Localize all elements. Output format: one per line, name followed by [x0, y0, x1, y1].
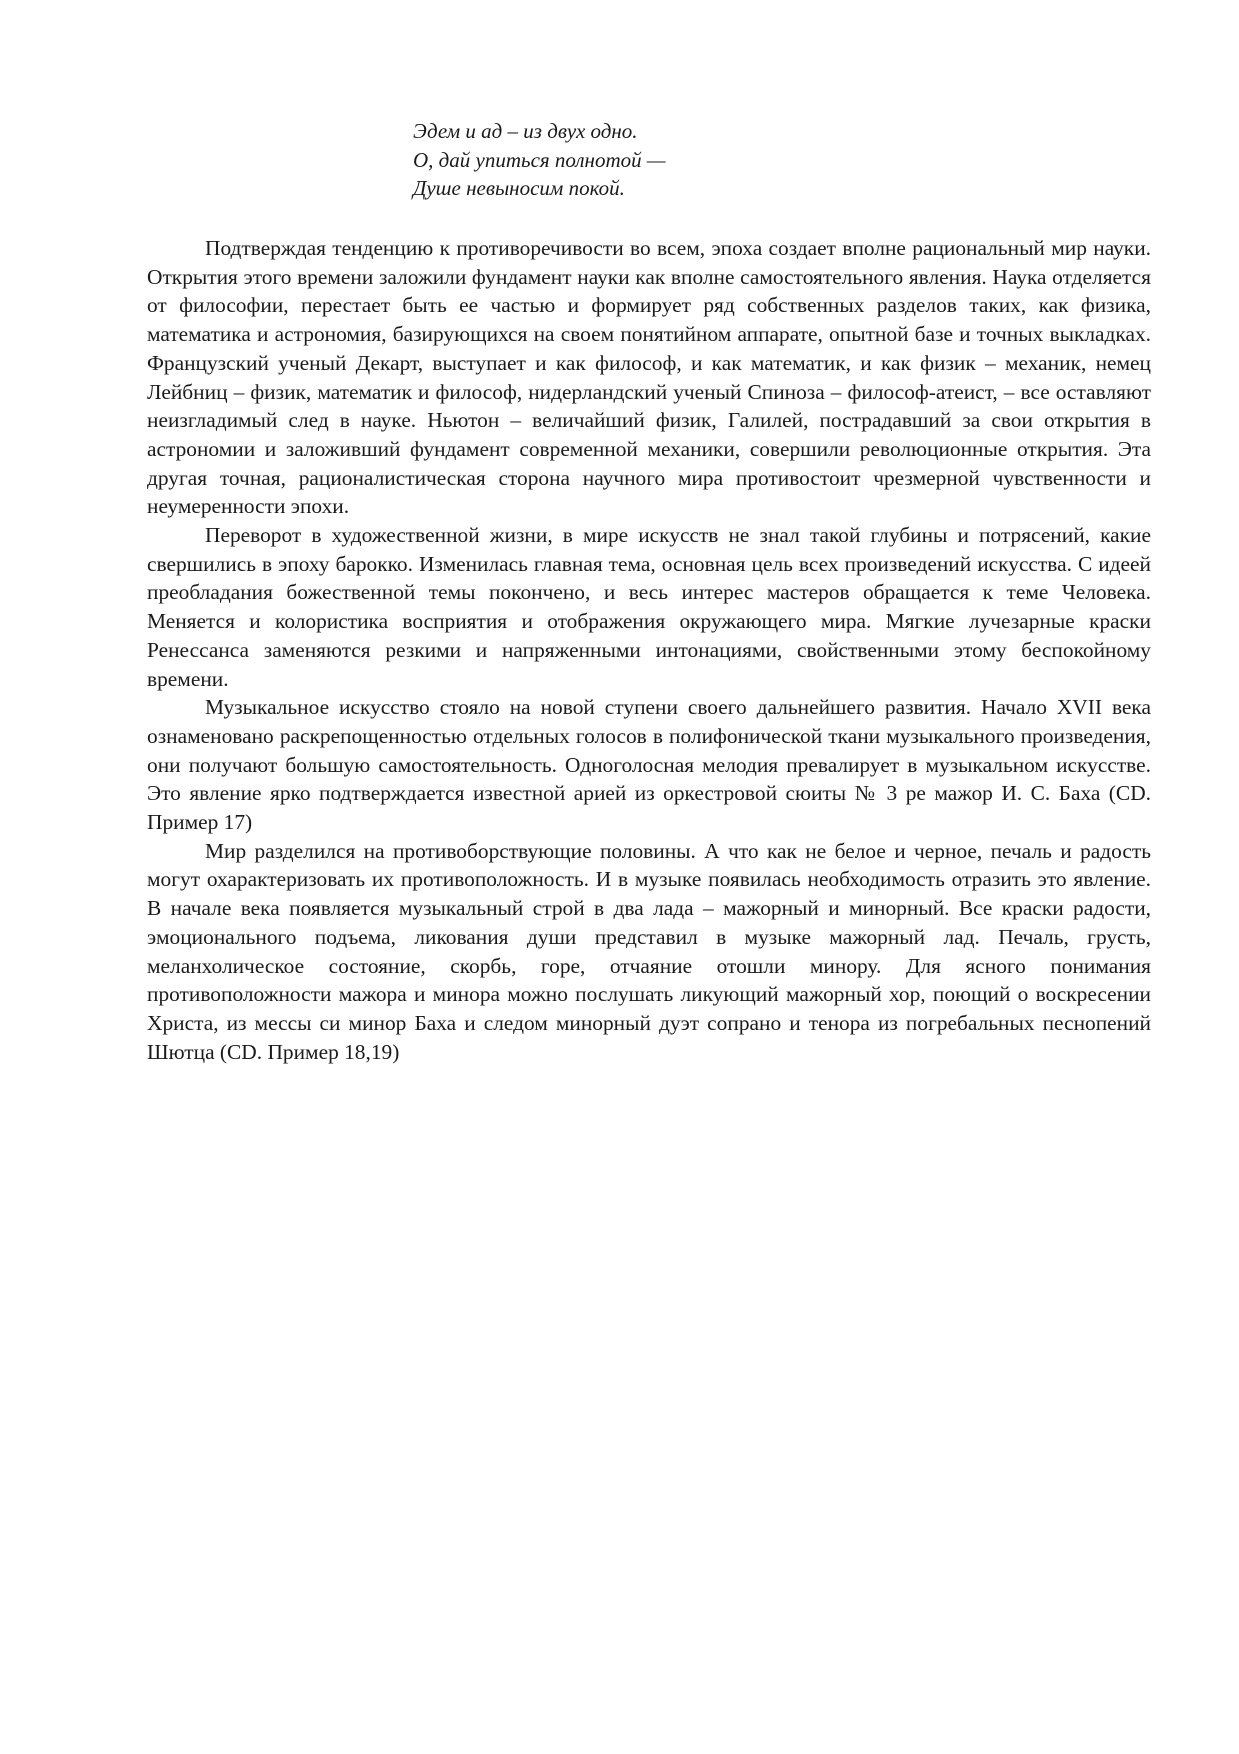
body-text — [147, 234, 1151, 1066]
verse-line: О, дай упиться полнотой — — [413, 147, 666, 172]
paragraph-major-minor: Мир разделился на противоборствующие половины. А что как не белое и черное, печаль и радость могут охарактеризовать их противоположность. И в музыке появилась необходимость отразить это явление. В начале века появляется музыкальный строй в два лада – мажорный и минорный. Все краски радости, эмоционального подъема, ликования души представил в музыке мажорный лад. Печаль, грусть, меланхолическое состояние, скорбь, горе, отчаяние отошли минору. Для ясного понимания противоположности мажора и минора можно послушать ликующий мажорный хор, поющий о воскресении Христа, из мессы си минор Баха и следом минорный дуэт сопрано и тенора из погребальных песнопений Шютца (CD. Пример 18,19) — [147, 838, 1151, 1064]
verse-line: Эдем и ад – из двух одно. — [413, 119, 638, 143]
paragraph-music: Музыкальное искусство стояло на новой ступени своего дальнейшего развития. Начало XVII века ознаменовано раскрепощенностью отдельных голосов в полифонической ткани музыкального произведения, они получают большую самостоятельность. Одноголосная мелодия превалирует в музыкальном искусстве. Это явление ярко подтверждается известной арией из оркестровой сюиты № 3 ре мажор И. С. Баха (CD. Пример 17) — [147, 695, 1151, 835]
verse-block — [413, 117, 913, 203]
paragraph-art: Переворот в художественной жизни, в мире искусств не знал такой глубины и потрясений, какие свершились в эпоху барокко. Изменилась главная тема, основная цель всех произведений искусства. С идеей преобладания божественной темы покончено, и весь интерес мастеров обращается к теме Человека. Меняется и колористика восприятия и отображения окружающего мира. Мягкие лучезарные краски Ренессанса заменяются резкими и напряженными интонациями, свойственными этому беспокойному времени. — [147, 523, 1151, 691]
verse-line: Душе невыносим покой. — [413, 176, 625, 200]
paragraph-science: Подтверждая тенденцию к противоречивости во всем, эпоха создает вполне рациональный мир науки. Открытия этого времени заложили фундамент науки как вполне самостоятельного явления. Наука отделяется от философии, перестает быть ее частью и формирует ряд собственных разделов таких, как физика, математика и астрономия, базирующихся на своем понятийном аппарате, опытной базе и точных выкладках. Французский ученый Декарт, выступает и как философ, и как математик, и как физик – механик, немец Лейбниц – физик, математик и философ, нидерландский ученый Спиноза – философ-атеист, – все оставляют неизгладимый след в науке. Ньютон – величайший физик, Галилей, пострадавший за свои открытия в астрономии и заложивший фундамент современной механики, совершили революционные открытия. Эта другая точная, рационалистическая сторона научного мира противостоит чрезмерной чувственности и неумеренности эпохи. — [147, 236, 1151, 519]
